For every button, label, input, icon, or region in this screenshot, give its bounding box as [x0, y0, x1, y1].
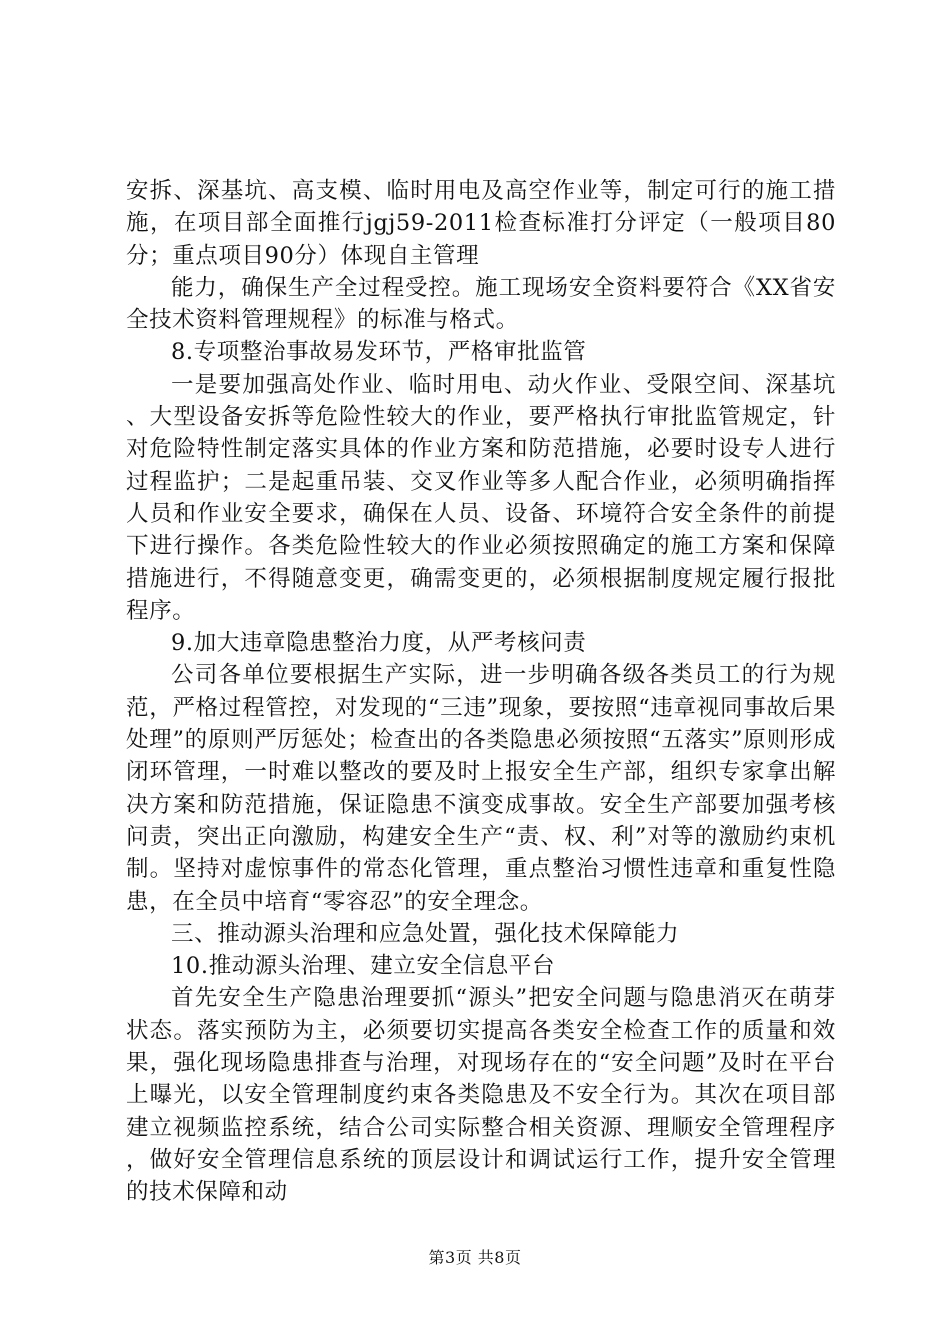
paragraph-continuation-1: 安拆、深基坑、高支模、临时用电及高空作业等，制定可行的施工措施，在项目部全面推行jgj59-2011检查标准打分评定（一般项目80分；重点项目90分）体现自主管理 [126, 178, 836, 269]
paragraph-section-10: 首先安全生产隐患治理要抓“源头”把安全问题与隐患消灭在萌芽状态。落实预防为主，必须要切实提高各类安全检查工作的质量和效果，强化现场隐患排查与治理，对现场存在的“安全问题”及时在平台上曝光，以安全管理制度约束各类隐患及不安全行为。其次在项目部建立视频监控系统，结合公司实际整合相关资源、理顺安全管理程序，做好安全管理信息系统的顶层设计和调试运行工作，提升安全管理的技术保障和动 [126, 985, 836, 1206]
document-body [126, 175, 836, 1209]
paragraph-section-9: 公司各单位要根据生产实际，进一步明确各级各类员工的行为规范，严格过程管控，对发现的“三违”现象，要按照“违章视同事故后果处理”的原则严厉惩处；检查出的各类隐患必须按照“五落实”原则形成闭环管理，一时难以整改的要及时上报安全生产部，组织专家拿出解决方案和防范措施，保证隐患不演变成事故。安全生产部要加强考核问责，突出正向激励，构建安全生产“责、权、利”对等的激励约束机制。坚持对虚惊事件的常态化管理，重点整治习惯性违章和重复性隐患，在全员中培育“零容忍”的安全理念。 [126, 662, 836, 915]
chapter-heading-3: 三、推动源头治理和应急处置，强化技术保障能力 [171, 920, 680, 947]
section-heading-10: 10.推动源头治理、建立安全信息平台 [171, 953, 556, 980]
page-number-footer: 第3页 共8页 [428, 1248, 522, 1267]
section-heading-9: 9.加大违章隐患整治力度，从严考核问责 [171, 630, 587, 657]
paragraph-section-8: 一是要加强高处作业、临时用电、动火作业、受限空间、深基坑、大型设备安拆等危险性较大的作业，要严格执行审批监管规定，针对危险特性制定落实具体的作业方案和防范措施，必要时设专人进行过程监护；二是起重吊装、交叉作业等多人配合作业，必须明确指挥人员和作业安全要求，确保在人员、设备、环境符合安全条件的前提下进行操作。各类危险性较大的作业必须按照确定的施工方案和保障措施进行，不得随意变更，确需变更的，必须根据制度规定履行报批程序。 [126, 371, 836, 624]
section-heading-8: 8.专项整治事故易发环节，严格审批监管 [171, 339, 587, 366]
paragraph-continuation-2: 能力，确保生产全过程受控。施工现场安全资料要符合《XX省安全技术资料管理规程》的标准与格式。 [126, 274, 836, 334]
